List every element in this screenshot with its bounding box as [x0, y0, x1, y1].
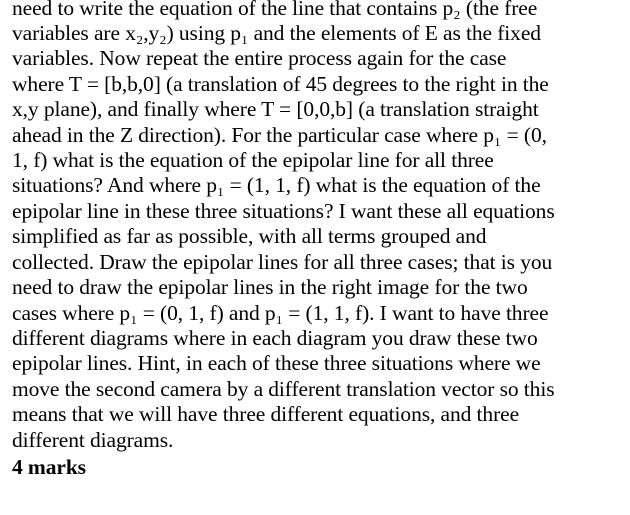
text-line: where T = [b,b,0] (a translation of 45 degrees to the right in the — [12, 72, 549, 96]
text-line: situations? And where p₁ = (1, 1, f) what is the equation of the — [12, 173, 541, 197]
text-line: means that we will have three different equations, and three — [12, 402, 520, 426]
text-line: epipolar lines. Hint, in each of these three situations where we — [12, 351, 541, 375]
text-line: move the second camera by a different translation vector so this — [12, 377, 555, 401]
text-line: collected. Draw the epipolar lines for all three cases; that is you — [12, 250, 553, 274]
text-line: different diagrams where in each diagram you draw these two — [12, 326, 538, 350]
text-line: cases where p₁ = (0, 1, f) and p₁ = (1, 1, f). I want to have three — [12, 301, 549, 325]
text-line: different diagrams. — [12, 428, 174, 452]
text-line: simplified as far as possible, with all terms grouped and — [12, 224, 487, 248]
text-line: 1, f) what is the equation of the epipolar line for all three — [12, 148, 494, 172]
text-line: variables. Now repeat the entire process again for the case — [12, 46, 507, 70]
text-line: ahead in the Z direction). For the particular case where p₁ = (0, — [12, 123, 547, 147]
text-line: need to write the equation of the line that contains p₂ (the free — [12, 0, 538, 20]
text-line: need to draw the epipolar lines in the right image for the two — [12, 275, 528, 299]
text-line: x,y plane), and finally where T = [0,0,b] (a translation straight — [12, 97, 539, 121]
marks-label: 4 marks — [12, 455, 86, 479]
text-line: epipolar line in these three situations? I want these all equations — [12, 199, 555, 223]
text-line: variables are x₂,y₂) using p₁ and the elements of E as the fixed — [12, 21, 541, 45]
